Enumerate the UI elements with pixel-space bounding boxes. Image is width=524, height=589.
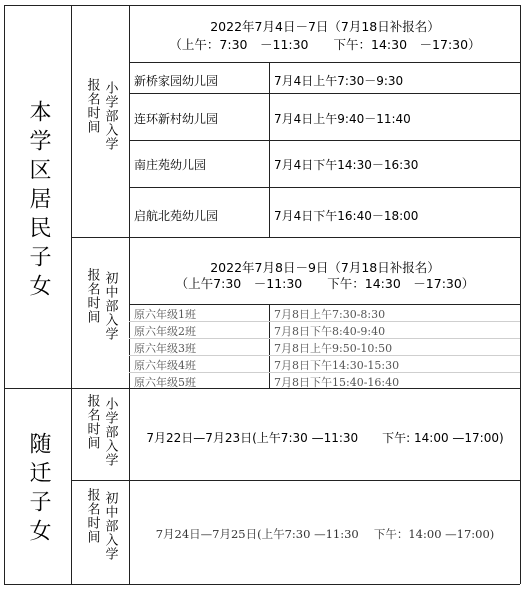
primary-row-divider-1 bbox=[129, 93, 520, 94]
middle-time-2: 7月8日下午8:40-9:40 bbox=[274, 325, 386, 338]
migrant-children-text: 随迁子女 bbox=[26, 432, 51, 548]
table-right-border bbox=[520, 5, 521, 584]
primary-row-divider-2 bbox=[129, 140, 520, 141]
middle-time-3: 7月8日上午9:50-10:50 bbox=[274, 342, 393, 355]
migrant-primary-label-a: 报名时间 bbox=[84, 394, 100, 450]
section-divider-main bbox=[4, 388, 520, 389]
middle-class-3: 原六年级3班 bbox=[134, 342, 196, 355]
local-residents-text: 本学区居民子女 bbox=[26, 100, 51, 303]
local-middle-sublabel bbox=[80, 268, 124, 368]
migrant-primary-sublabel bbox=[80, 394, 124, 484]
migrant-primary-label-b: 小学部入学 bbox=[102, 397, 118, 467]
primary-time-4: 7月4日下午16:40－18:00 bbox=[274, 209, 419, 223]
middle-time-5: 7月8日下午15:40-16:40 bbox=[274, 376, 400, 389]
local-primary-label-a: 报名时间 bbox=[84, 78, 100, 134]
column-divider-3-primary bbox=[269, 62, 270, 237]
primary-time-1: 7月4日上午7:30－9:30 bbox=[274, 74, 404, 88]
table-left-border bbox=[4, 5, 5, 584]
middle-time-4: 7月8日下午14:30-15:30 bbox=[274, 359, 400, 372]
middle-class-5: 原六年级5班 bbox=[134, 376, 196, 389]
table-top-border bbox=[4, 5, 520, 6]
migrant-children-label bbox=[22, 432, 54, 548]
section-divider-migrant-mid bbox=[71, 480, 520, 481]
primary-time-line: （上午：7:30 －11:30 下午：14:30 －17:30） bbox=[169, 37, 481, 52]
migrant-middle-sublabel bbox=[80, 488, 124, 578]
section-divider-local-mid bbox=[71, 237, 520, 238]
migrant-middle-label-a: 报名时间 bbox=[84, 488, 100, 544]
column-divider-1 bbox=[71, 5, 72, 584]
migrant-middle-label-b: 初中部入学 bbox=[102, 491, 118, 561]
primary-school-2: 连环新村幼儿园 bbox=[134, 112, 219, 126]
middle-class-1: 原六年级1班 bbox=[134, 308, 196, 321]
migrant-middle-schedule: 7月24日—7月25日(上午7:30 —11:30 下午：14:00 —17:00) bbox=[155, 527, 495, 541]
middle-time-line: （上午7:30 －11:30 下午：14:30 －17:30） bbox=[175, 276, 475, 291]
primary-school-3: 南庄苑幼儿园 bbox=[134, 158, 207, 172]
local-primary-sublabel bbox=[80, 78, 124, 178]
primary-header-divider bbox=[129, 62, 520, 63]
local-middle-label-b: 初中部入学 bbox=[102, 271, 118, 341]
middle-header-divider bbox=[129, 304, 520, 305]
middle-time-1: 7月8日上午7:30-8:30 bbox=[274, 308, 386, 321]
local-middle-label-a: 报名时间 bbox=[84, 268, 100, 324]
migrant-primary-schedule: 7月22日—7月23日(上午7:30 —11:30 下午: 14:00 —17:00) bbox=[146, 431, 504, 445]
column-divider-3-middle bbox=[269, 304, 270, 388]
column-divider-2 bbox=[129, 5, 130, 584]
middle-class-4: 原六年级4班 bbox=[134, 359, 196, 372]
primary-school-1: 新桥家园幼儿园 bbox=[134, 74, 219, 88]
primary-school-4: 启航北苑幼儿园 bbox=[134, 209, 219, 223]
table-bottom-border bbox=[4, 584, 520, 585]
primary-time-3: 7月4日下午14:30－16:30 bbox=[274, 158, 419, 172]
primary-date-line: 2022年7月4日－7日（7月18日补报名） bbox=[210, 19, 440, 34]
local-primary-label-b: 小学部入学 bbox=[102, 81, 118, 151]
middle-date-line: 2022年7月8日－9日（7月18日补报名） bbox=[210, 260, 440, 275]
local-residents-label bbox=[22, 100, 54, 303]
primary-time-2: 7月4日上午9:40－11:40 bbox=[274, 112, 411, 126]
middle-class-2: 原六年级2班 bbox=[134, 325, 196, 338]
primary-row-divider-3 bbox=[129, 187, 520, 188]
